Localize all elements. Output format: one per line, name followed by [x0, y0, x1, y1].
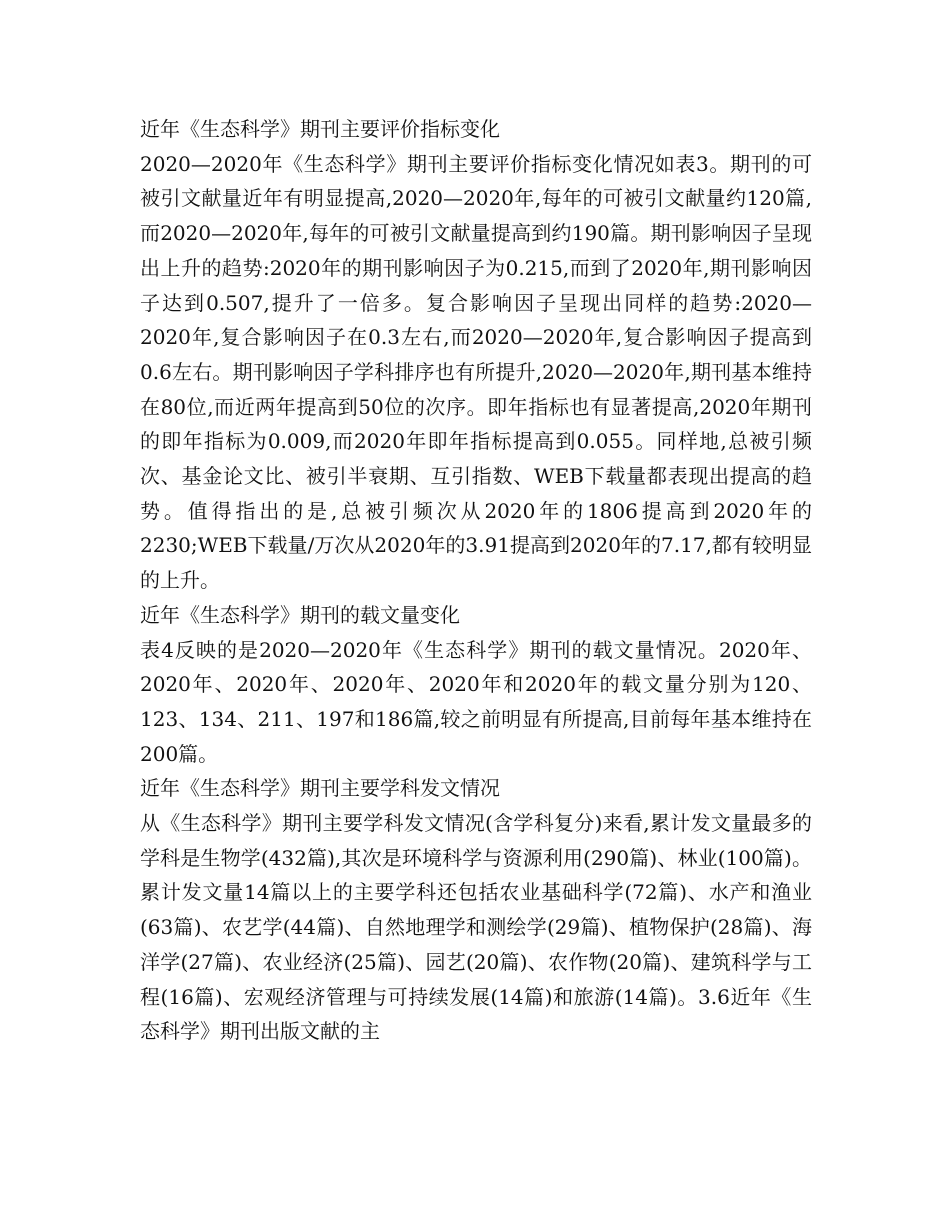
- document-page: [140, 112, 812, 1049]
- section-heading-article-volume: 近年《生态科学》期刊的载文量变化: [140, 602, 460, 627]
- paragraph-subject-distribution: 从《生态科学》期刊主要学科发文情况(含学科复分)来看,累计发文量最多的学科是生物学(432篇),其次是环境科学与资源利用(290篇)、林业(100篇)。累计发文量14篇以上的主要学科还包括农业基础科学(72篇)、水产和渔业(63篇)、农艺学(44篇)、自然地理学和测绘学(29篇)、植物保护(28篇)、海洋学(27篇)、农业经济(25篇)、园艺(20篇)、农作物(20篇)、建筑科学与工程(16篇)、宏观经济管理与可持续发展(14篇)和旅游(14篇)。3.6近年《生态科学》期刊出版文献的主: [140, 811, 812, 1044]
- paragraph-article-volume: 表4反映的是2020—2020年《生态科学》期刊的载文量情况。2020年、2020年、2020年、2020年、2020年和2020年的载文量分别为120、123、134、211、197和186篇,较之前明显有所提高,目前每年基本维持在200篇。: [140, 637, 812, 766]
- paragraph-evaluation-indicators: 2020—2020年《生态科学》期刊主要评价指标变化情况如表3。期刊的可被引文献量近年有明显提高,2020—2020年,每年的可被引文献量约120篇,而2020—2020年,每年的可被引文献量提高到约190篇。期刊影响因子呈现出上升的趋势:2020年的期刊影响因子为0.215,而到了2020年,期刊影响因子达到0.507,提升了一倍多。复合影响因子呈现出同样的趋势:2020—2020年,复合影响因子在0.3左右,而2020—2020年,复合影响因子提高到0.6左右。期刊影响因子学科排序也有所提升,2020—2020年,期刊基本维持在80位,而近两年提高到50位的次序。即年指标也有显著提高,2020年期刊的即年指标为0.009,而2020年即年指标提高到0.055。同样地,总被引频次、基金论文比、被引半衰期、互引指数、WEB下载量都表现出提高的趋势。值得指出的是,总被引频次从2020年的1806提高到2020年的2230;WEB下载量/万次从2020年的3.91提高到2020年的7.17,都有较明显的上升。: [140, 151, 812, 593]
- section-heading-subject-distribution: 近年《生态科学》期刊主要学科发文情况: [140, 776, 500, 801]
- section-heading-evaluation-indicators: 近年《生态科学》期刊主要评价指标变化: [140, 117, 500, 141]
